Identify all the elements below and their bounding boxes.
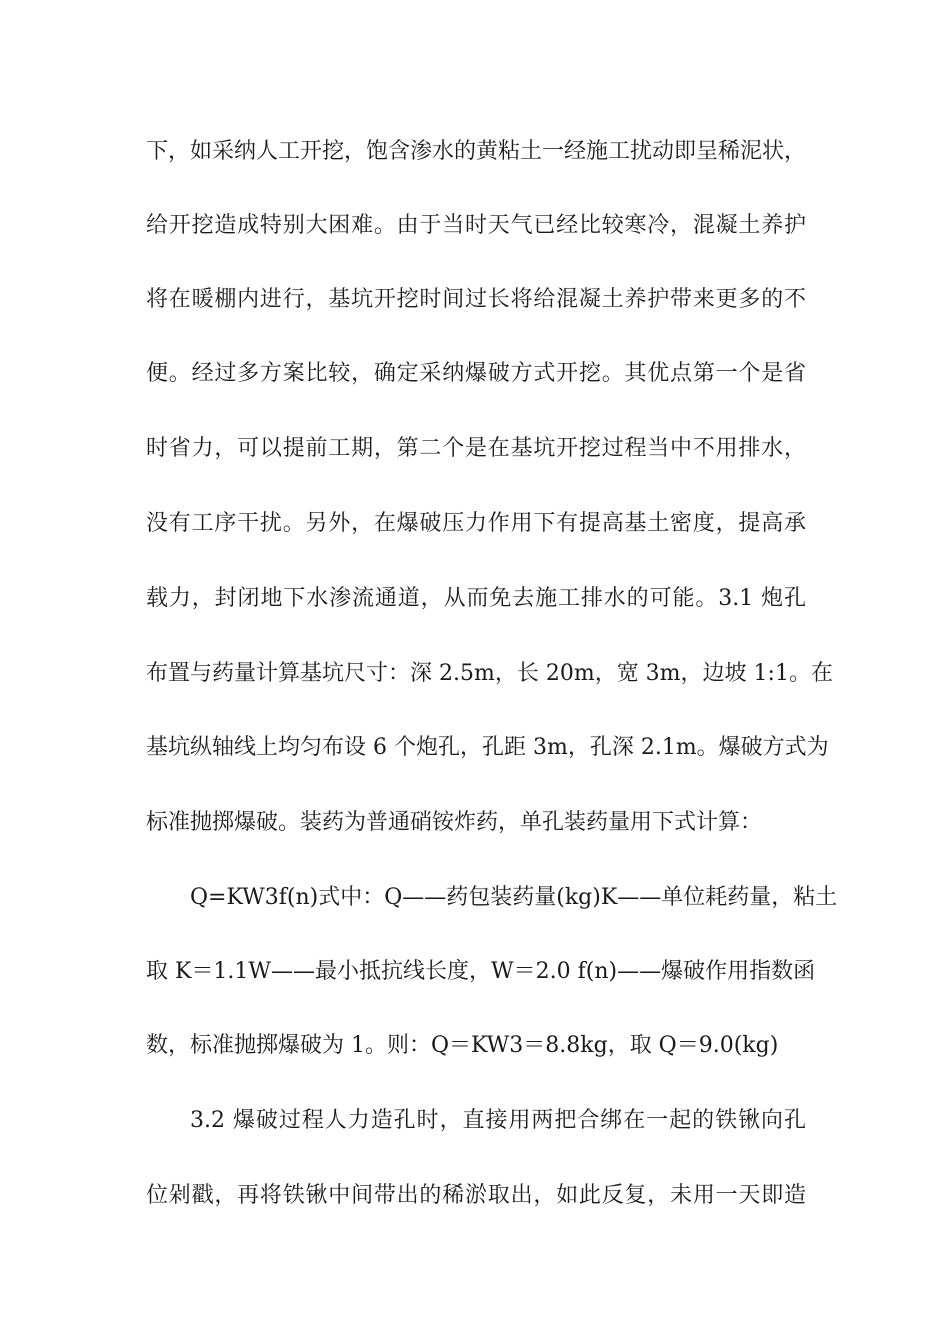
paragraph-line: 将在暖棚内进行，基坑开挖时间过长将给混凝土养护带来更多的不 (146, 287, 806, 312)
paragraph-line: 给开挖造成特别大困难。由于当时天气已经比较寒冷，混凝土养护 (146, 213, 806, 238)
section-paragraph-line: 位剁戳，再将铁锹中间带出的稀淤取出，如此反复，未用一天即造 (146, 1183, 806, 1208)
paragraph-line: 布置与药量计算基坑尺寸：深 2.5m，长 20m，宽 3m，边坡 1:1。在 (146, 661, 833, 686)
paragraph-line: 载力，封闭地下水渗流通道，从而免去施工排水的可能。3.1 炮孔 (146, 586, 806, 611)
paragraph-line: 下，如采纳人工开挖，饱含渗水的黄粘土一经施工扰动即呈稀泥状， (146, 139, 807, 164)
paragraph-line: 便。经过多方案比较，确定采纳爆破方式开挖。其优点第一个是省 (146, 361, 806, 386)
paragraph-line: 时省力，可以提前工期，第二个是在基坑开挖过程当中不用排水， (146, 436, 806, 461)
formula-paragraph-line: 取 K＝1.1W——最小抵抗线长度，W＝2.0 f(n)——爆破作用指数函 (146, 959, 816, 984)
formula-paragraph-line: Q=KW3f(n)式中：Q——药包装药量(kg)K——单位耗药量，粘土 (190, 885, 838, 910)
paragraph-line: 基坑纵轴线上均匀布设 6 个炮孔，孔距 3m，孔深 2.1m。爆破方式为 (146, 735, 829, 760)
paragraph-line: 标准抛掷爆破。装药为普通硝铵炸药，单孔装药量用下式计算： (146, 810, 763, 835)
formula-paragraph-line: 数，标准抛掷爆破为 1。则：Q＝KW3＝8.8kg，取 Q＝9.0(kg) (146, 1033, 779, 1058)
paragraph-line: 没有工序干扰。另外，在爆破压力作用下有提高基土密度，提高承 (146, 511, 806, 536)
section-paragraph-line: 3.2 爆破过程人力造孔时，直接用两把合绑在一起的铁锹向孔 (190, 1108, 806, 1133)
